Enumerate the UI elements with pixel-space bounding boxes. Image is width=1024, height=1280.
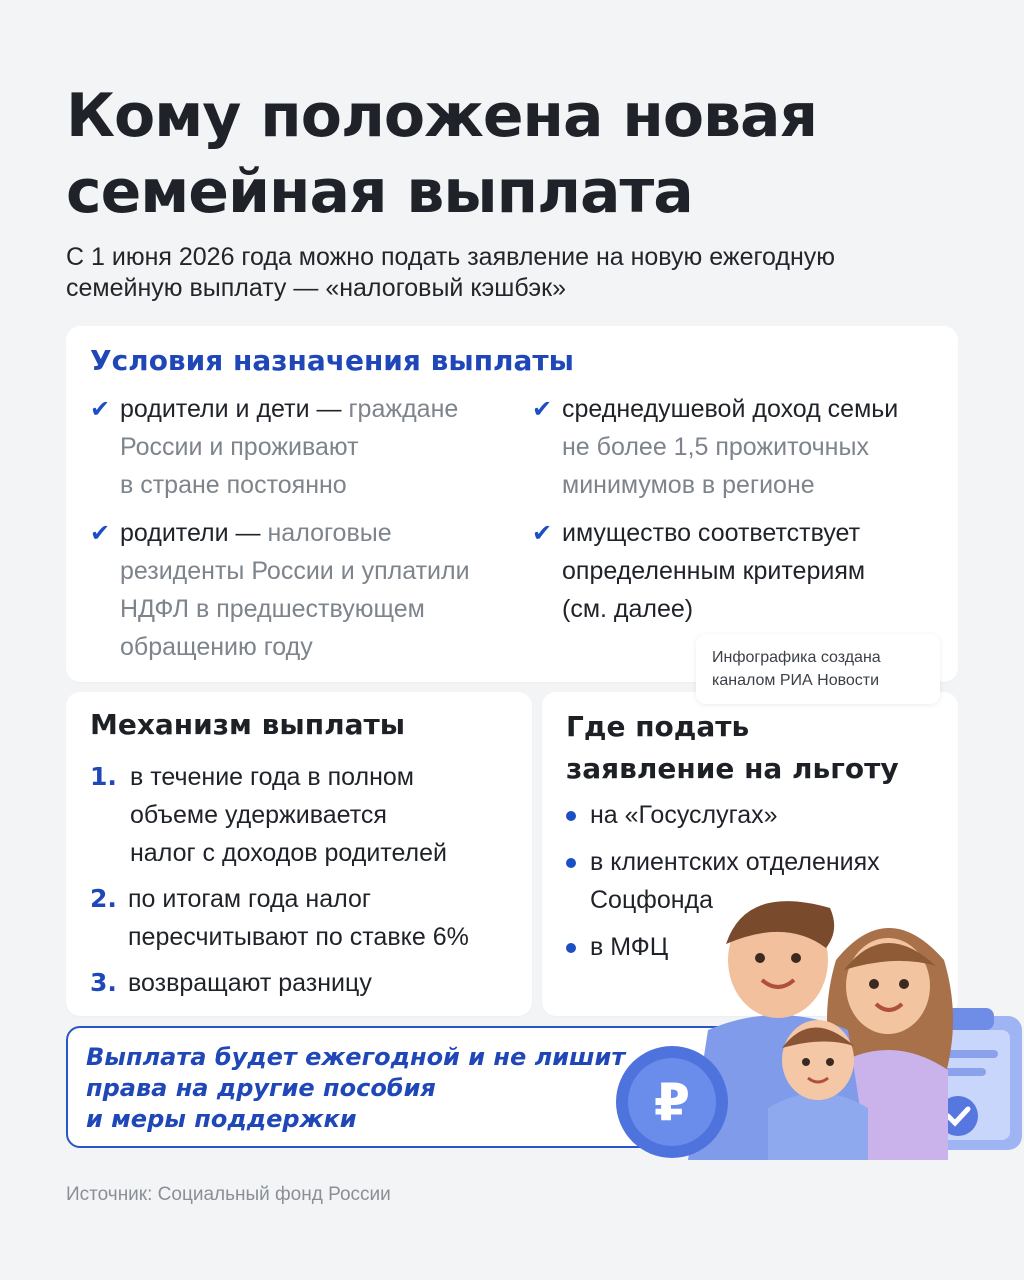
list-item bbox=[90, 758, 520, 872]
condition-line: обращению году bbox=[120, 633, 313, 661]
condition-line: НДФЛ в предшествующем bbox=[120, 595, 425, 623]
bullet-dot-icon bbox=[566, 943, 576, 953]
mechanism-list bbox=[90, 758, 520, 1010]
svg-text:₽: ₽ bbox=[653, 1073, 691, 1133]
where-heading bbox=[566, 706, 899, 790]
condition-line: минимумов в регионе bbox=[562, 471, 815, 499]
page-title bbox=[66, 78, 966, 230]
check-icon: ✔ bbox=[532, 395, 553, 423]
condition-item-tax-residents bbox=[90, 514, 553, 666]
where-line: в клиентских отделениях bbox=[590, 848, 880, 876]
step-line: налог с доходов родителей bbox=[130, 839, 448, 867]
source-note: Источник: Социальный фонд России bbox=[66, 1184, 391, 1205]
mechanism-heading: Механизм выплаты bbox=[90, 708, 406, 741]
where-line: на «Госуслугах» bbox=[590, 801, 778, 829]
subtitle-line-2: семейную выплату — «налоговый кэшбэк» bbox=[66, 274, 566, 302]
banner-text bbox=[86, 1042, 625, 1135]
page-subtitle bbox=[66, 242, 966, 304]
bullet-dot-icon bbox=[566, 858, 576, 868]
step-line: по итогам года налог bbox=[128, 885, 371, 913]
condition-lead: родители и дети — bbox=[120, 395, 349, 423]
check-icon: ✔ bbox=[90, 519, 111, 547]
ruble-coin-icon bbox=[616, 1046, 728, 1158]
condition-item-income bbox=[532, 390, 972, 504]
condition-lead: родители — bbox=[120, 519, 268, 547]
where-line: в МФЦ bbox=[590, 933, 669, 961]
condition-item-property bbox=[532, 514, 972, 628]
credit-line: каналом РИА Новости bbox=[712, 672, 880, 689]
step-line: возвращают разницу bbox=[128, 969, 372, 997]
list-item bbox=[90, 880, 520, 956]
step-line: объеме удерживается bbox=[130, 801, 387, 829]
step-line: пересчитывают по ставке 6% bbox=[128, 923, 469, 951]
subtitle-line-1: С 1 июня 2026 года можно подать заявление на новую ежегодную bbox=[66, 243, 836, 271]
step-number: 1. bbox=[90, 762, 117, 791]
step-number: 2. bbox=[90, 884, 117, 913]
condition-muted: граждане bbox=[348, 395, 459, 423]
title-line-2: семейная выплата bbox=[66, 157, 693, 227]
condition-lead: среднедушевой доход семьи bbox=[562, 395, 899, 423]
condition-item-citizenship bbox=[90, 390, 540, 504]
conditions-card bbox=[66, 326, 958, 682]
conditions-heading: Условия назначения выплаты bbox=[90, 344, 574, 377]
mechanism-card bbox=[66, 692, 532, 1016]
family-illustration bbox=[600, 880, 1024, 1160]
condition-lead: имущество соответствует bbox=[562, 519, 861, 547]
condition-line: России и проживают bbox=[120, 433, 359, 461]
step-number: 3. bbox=[90, 968, 117, 997]
where-heading-line: заявление на льготу bbox=[566, 752, 899, 785]
condition-line: резиденты России и уплатили bbox=[120, 557, 470, 585]
condition-line: не более 1,5 прожиточных bbox=[562, 433, 869, 461]
condition-line: (см. далее) bbox=[562, 595, 694, 623]
check-icon: ✔ bbox=[532, 519, 553, 547]
list-item bbox=[90, 964, 520, 1002]
banner-line: права на другие пособия bbox=[86, 1074, 436, 1102]
condition-muted: налоговые bbox=[267, 519, 392, 547]
bullet-dot-icon bbox=[566, 811, 576, 821]
step-line: в течение года в полном bbox=[130, 763, 414, 791]
check-icon: ✔ bbox=[90, 395, 111, 423]
title-line-1: Кому положена новая bbox=[66, 81, 818, 151]
condition-line: в стране постоянно bbox=[120, 471, 347, 499]
credit-line: Инфографика создана bbox=[712, 649, 881, 666]
where-heading-line: Где подать bbox=[566, 710, 750, 743]
list-item bbox=[566, 796, 946, 834]
banner-line: Выплата будет ежегодной и не лишит bbox=[86, 1043, 626, 1071]
condition-line: определенным критериям bbox=[562, 557, 866, 585]
credit-badge bbox=[696, 634, 940, 704]
where-line: Соцфонда bbox=[590, 886, 714, 914]
banner-line: и меры поддержки bbox=[86, 1105, 357, 1133]
